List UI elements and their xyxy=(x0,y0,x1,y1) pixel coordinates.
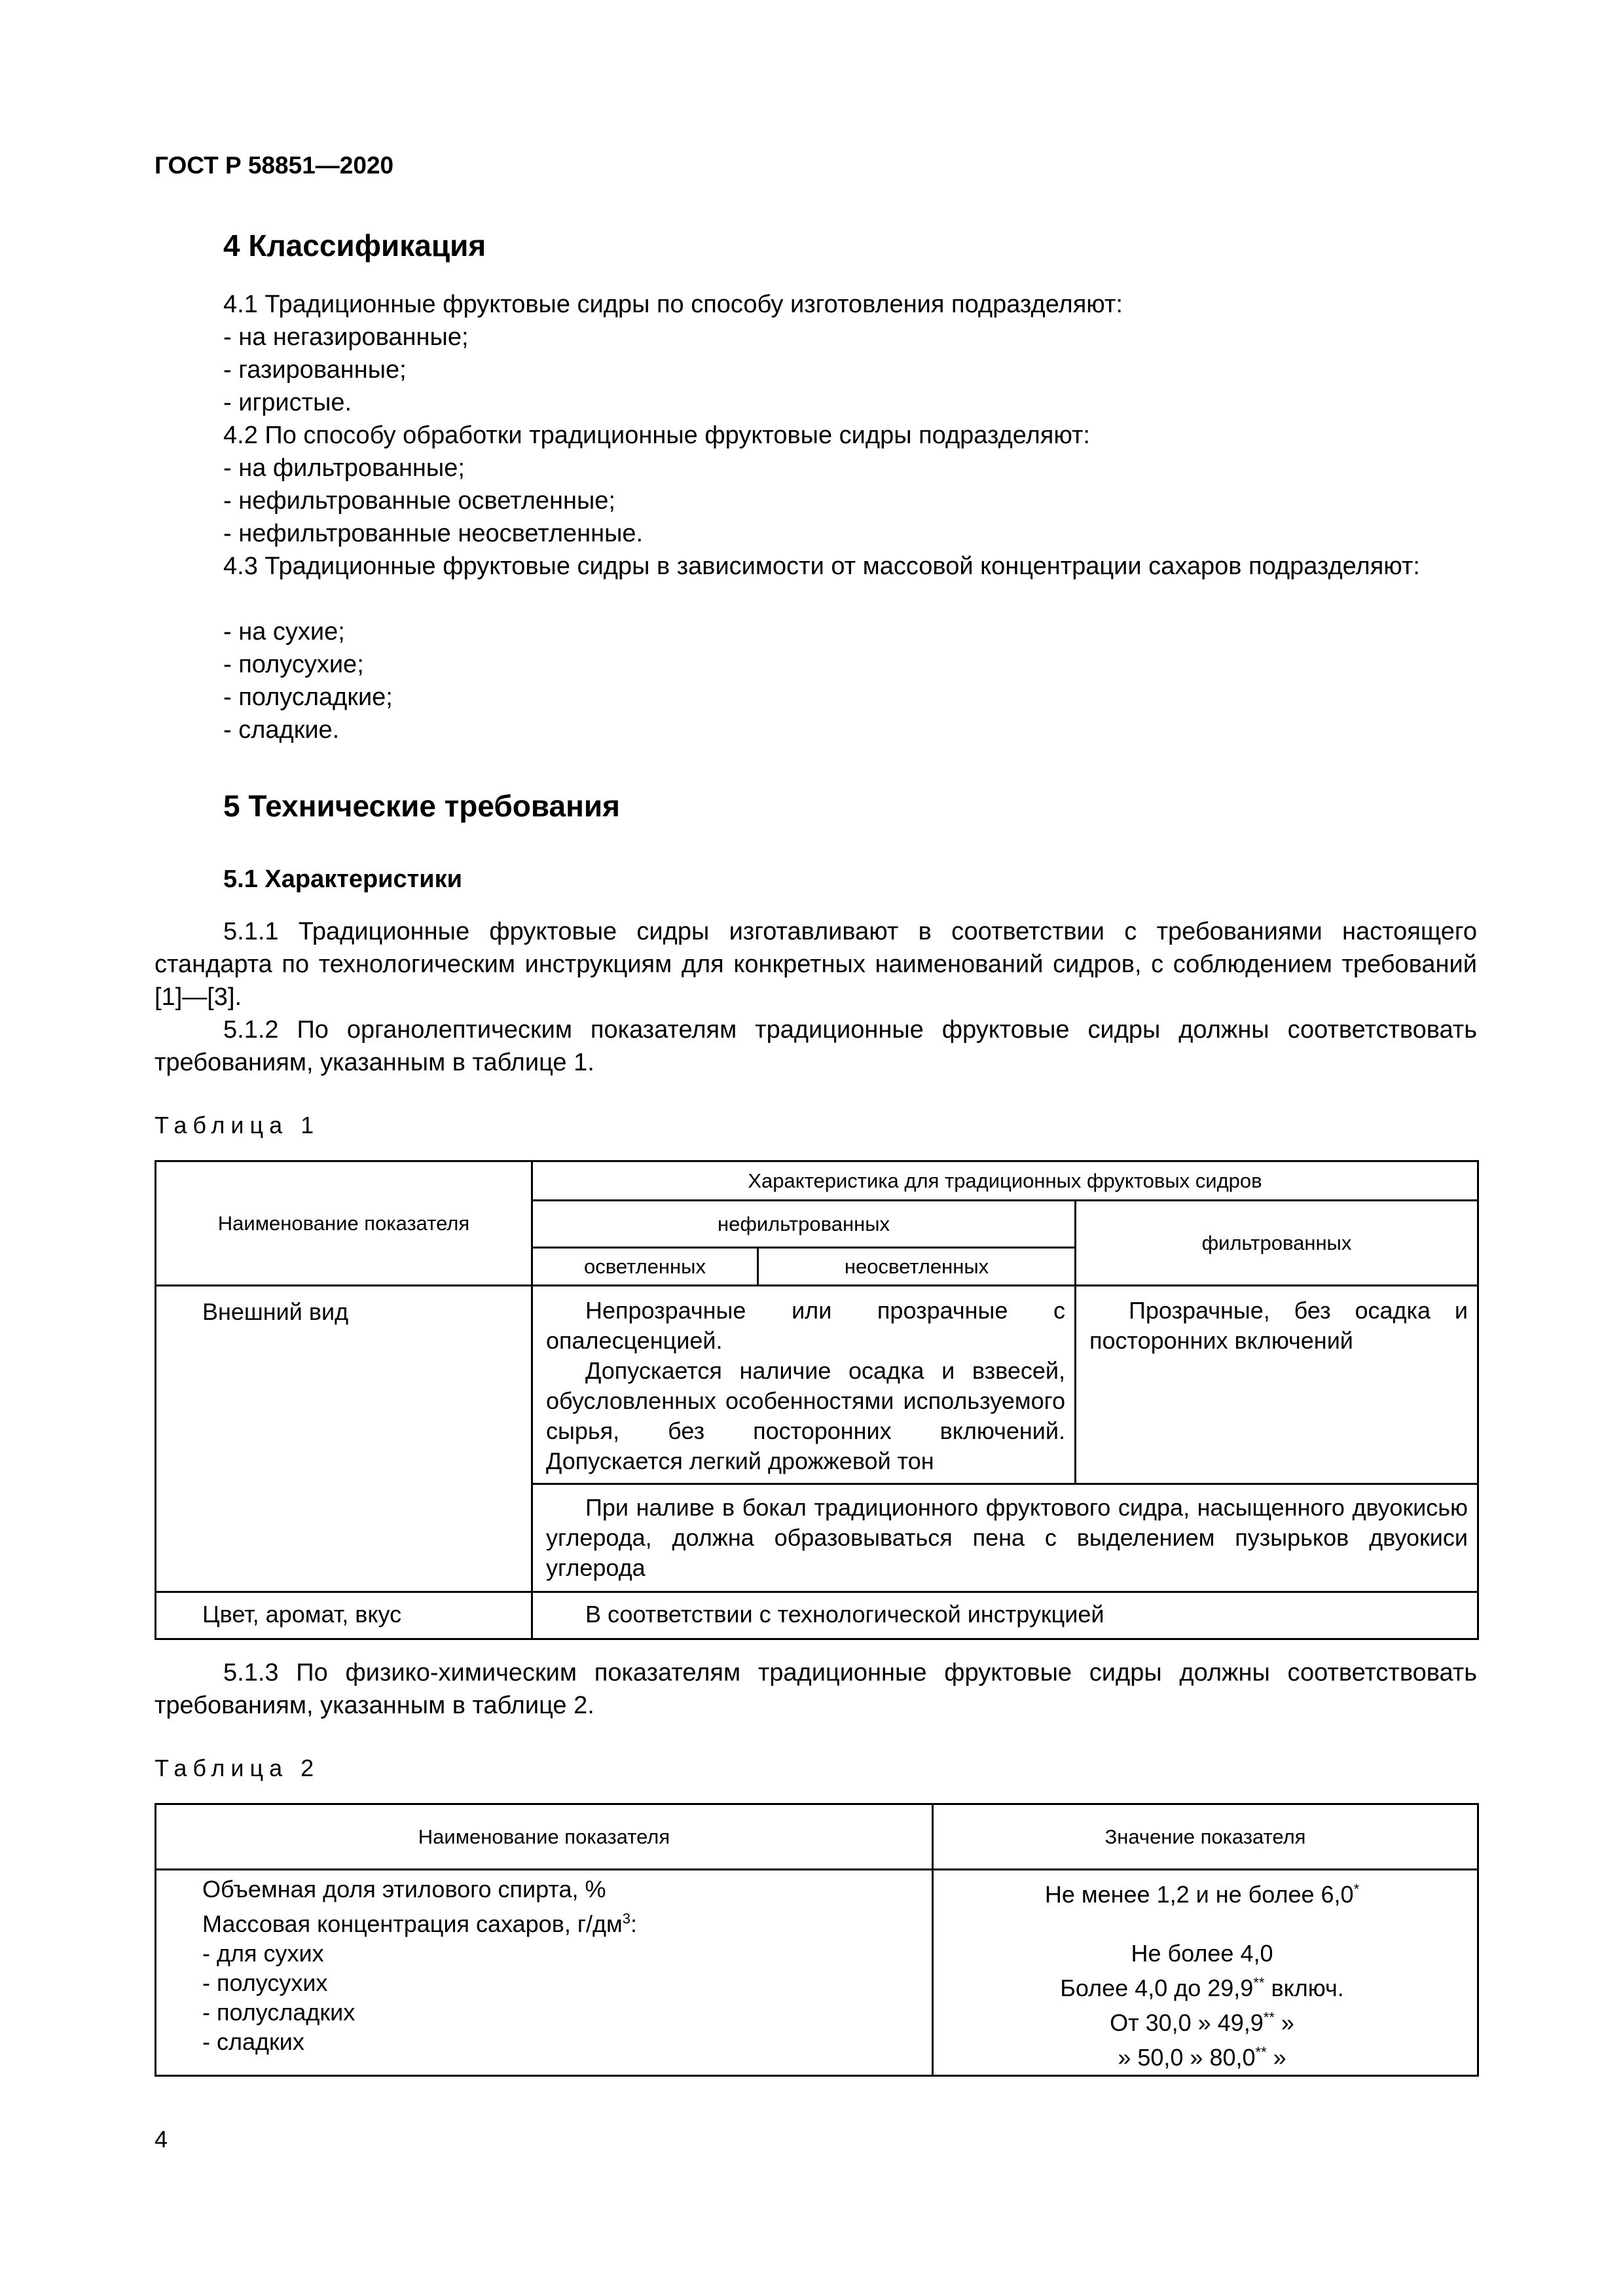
table-2-value-text: От 30,0 » 49,9 xyxy=(1110,2009,1264,2036)
table-2-values-cell xyxy=(933,1870,1478,2076)
table-2-head-value: Значение показателя xyxy=(933,1804,1478,1870)
table-2-head-name: Наименование показателя xyxy=(156,1804,933,1870)
list-item: - сладкие. xyxy=(223,716,340,744)
paragraph-4-2: 4.2 По способу обработки традиционные фруктовые сидры подразделяют: xyxy=(223,422,1090,449)
table-row xyxy=(934,1968,1470,2003)
table-2-value-tail: » xyxy=(1274,2009,1294,2036)
table-1 xyxy=(155,1160,1479,1640)
paragraph-4-3: 4.3 Традиционные фруктовые сидры в зависимости от массовой концентрации сахаров подразделяют: xyxy=(223,553,1420,580)
list-item: - на фильтрованные; xyxy=(223,454,465,482)
list-item: - полусухие; xyxy=(223,651,364,678)
table-1-row-appearance-filtered: Прозрачные, без осадка и посторонних включений xyxy=(1076,1286,1478,1484)
table-1-unfiltered-text-1: Непрозрачные или прозрачные с опалесценцией. xyxy=(546,1297,1065,1354)
table-row xyxy=(934,2003,1470,2037)
table-2-sugar-name-tail: : xyxy=(630,1910,637,1937)
table-row xyxy=(934,1939,1470,1968)
list-item: - на негазированные; xyxy=(223,323,469,351)
table-2-value-text: » 50,0 » 80,0 xyxy=(1118,2044,1256,2071)
paragraph-5-1-3: 5.1.3 По физико-химическим показателям традиционные фруктовые сидры должны соответствовать требованиям, указанным в таблице 2. xyxy=(155,1659,1477,1719)
list-item: - полусладкие; xyxy=(223,683,393,711)
table-2-value-tail: включ. xyxy=(1264,1975,1344,2001)
footnote-mark: ** xyxy=(1253,1975,1265,1991)
table-row: - для сухих xyxy=(202,1940,324,1967)
table-2 xyxy=(155,1803,1479,2077)
table-row xyxy=(934,2037,1470,2072)
paragraph-5-1-1: 5.1.1 Традиционные фруктовые сидры изготавливают в соответствии с требованиями настоящего стандарта по технологическим инструкциям для конкретных наименований сидров, с соблюдением требований [1]—[3]. xyxy=(155,918,1477,1011)
list-item: - газированные; xyxy=(223,356,407,384)
footnote-mark: ** xyxy=(1255,2044,1267,2060)
table-2-sugar-unit-sup: 3 xyxy=(622,1910,630,1927)
subsection-5-1-title: 5.1 Характеристики xyxy=(223,866,463,893)
table-row: - сладких xyxy=(202,2028,304,2055)
paragraph-5-1-2: 5.1.2 По органолептическим показателям традиционные фруктовые сидры должны соответствовать требованиям, указанным в таблице 1. xyxy=(155,1016,1477,1076)
table-1-row-taste-value: В соответствии с технологической инструкцией xyxy=(532,1592,1478,1639)
footnote-mark: ** xyxy=(1263,2009,1275,2026)
table-2-ethanol-value-text: Не менее 1,2 и не более 6,0 xyxy=(1044,1881,1354,1908)
table-2-blank-line xyxy=(934,1909,1470,1939)
table-row: - полусладких xyxy=(202,1999,356,2026)
table-2-names-cell xyxy=(156,1870,933,2076)
table-1-head-unclarified: неосветленных xyxy=(758,1248,1076,1286)
table-2-ethanol-value xyxy=(934,1874,1470,1909)
table-2-value-text: Более 4,0 до 29,9 xyxy=(1060,1975,1254,2001)
list-item: - на сухие; xyxy=(223,618,345,646)
table-2-value-tail: » xyxy=(1266,2044,1286,2071)
table-1-row-appearance-unfiltered xyxy=(532,1286,1076,1484)
section-5-title: 5 Технические требования xyxy=(223,789,620,823)
list-item: - нефильтрованные осветленные; xyxy=(223,487,615,515)
list-item: - игристые. xyxy=(223,389,352,416)
table-1-row-appearance-all: При наливе в бокал традиционного фруктового сидра, насыщенного двуокисью углерода, должна образовываться пена с выделением пузырьков двуокиси углерода xyxy=(532,1484,1478,1592)
page-number: 4 xyxy=(155,2126,168,2153)
document-header: ГОСТ Р 58851—2020 xyxy=(155,152,394,179)
table-1-head-clarified: осветленных xyxy=(532,1248,758,1286)
footnote-mark: * xyxy=(1353,1881,1360,1897)
table-2-sugar-name-text: Массовая концентрация сахаров, г/дм xyxy=(202,1910,623,1937)
paragraph-4-1: 4.1 Традиционные фруктовые сидры по способу изготовления подразделяют: xyxy=(223,291,1123,318)
table-1-unfiltered-text-2: Допускается наличие осадка и взвесей, обусловленных особенностями используемого сырья, без посторонних включений. Допускается легкий дрожжевой тон xyxy=(546,1357,1065,1474)
table-1-row-taste-name: Цвет, аромат, вкус xyxy=(156,1592,532,1639)
table-1-head-indicator: Наименование показателя xyxy=(156,1161,532,1286)
table-row: - полусухих xyxy=(202,1969,328,1996)
table-1-caption: Таблица 1 xyxy=(155,1112,320,1139)
table-2-ethanol-name: Объемная доля этилового спирта, % xyxy=(202,1876,606,1903)
table-2-caption: Таблица 2 xyxy=(155,1755,320,1781)
table-2-sugar-name xyxy=(202,1904,925,1939)
list-item: - нефильтрованные неосветленные. xyxy=(223,520,644,547)
section-4-title: 4 Классификация xyxy=(223,228,486,263)
table-1-head-unfiltered: нефильтрованных xyxy=(532,1201,1076,1248)
table-1-head-characteristic: Характеристика для традиционных фруктовых сидров xyxy=(532,1161,1478,1201)
table-1-head-filtered: фильтрованных xyxy=(1076,1201,1478,1286)
table-1-row-appearance-name: Внешний вид xyxy=(156,1286,532,1592)
table-2-value-text: Не более 4,0 xyxy=(1131,1940,1273,1967)
